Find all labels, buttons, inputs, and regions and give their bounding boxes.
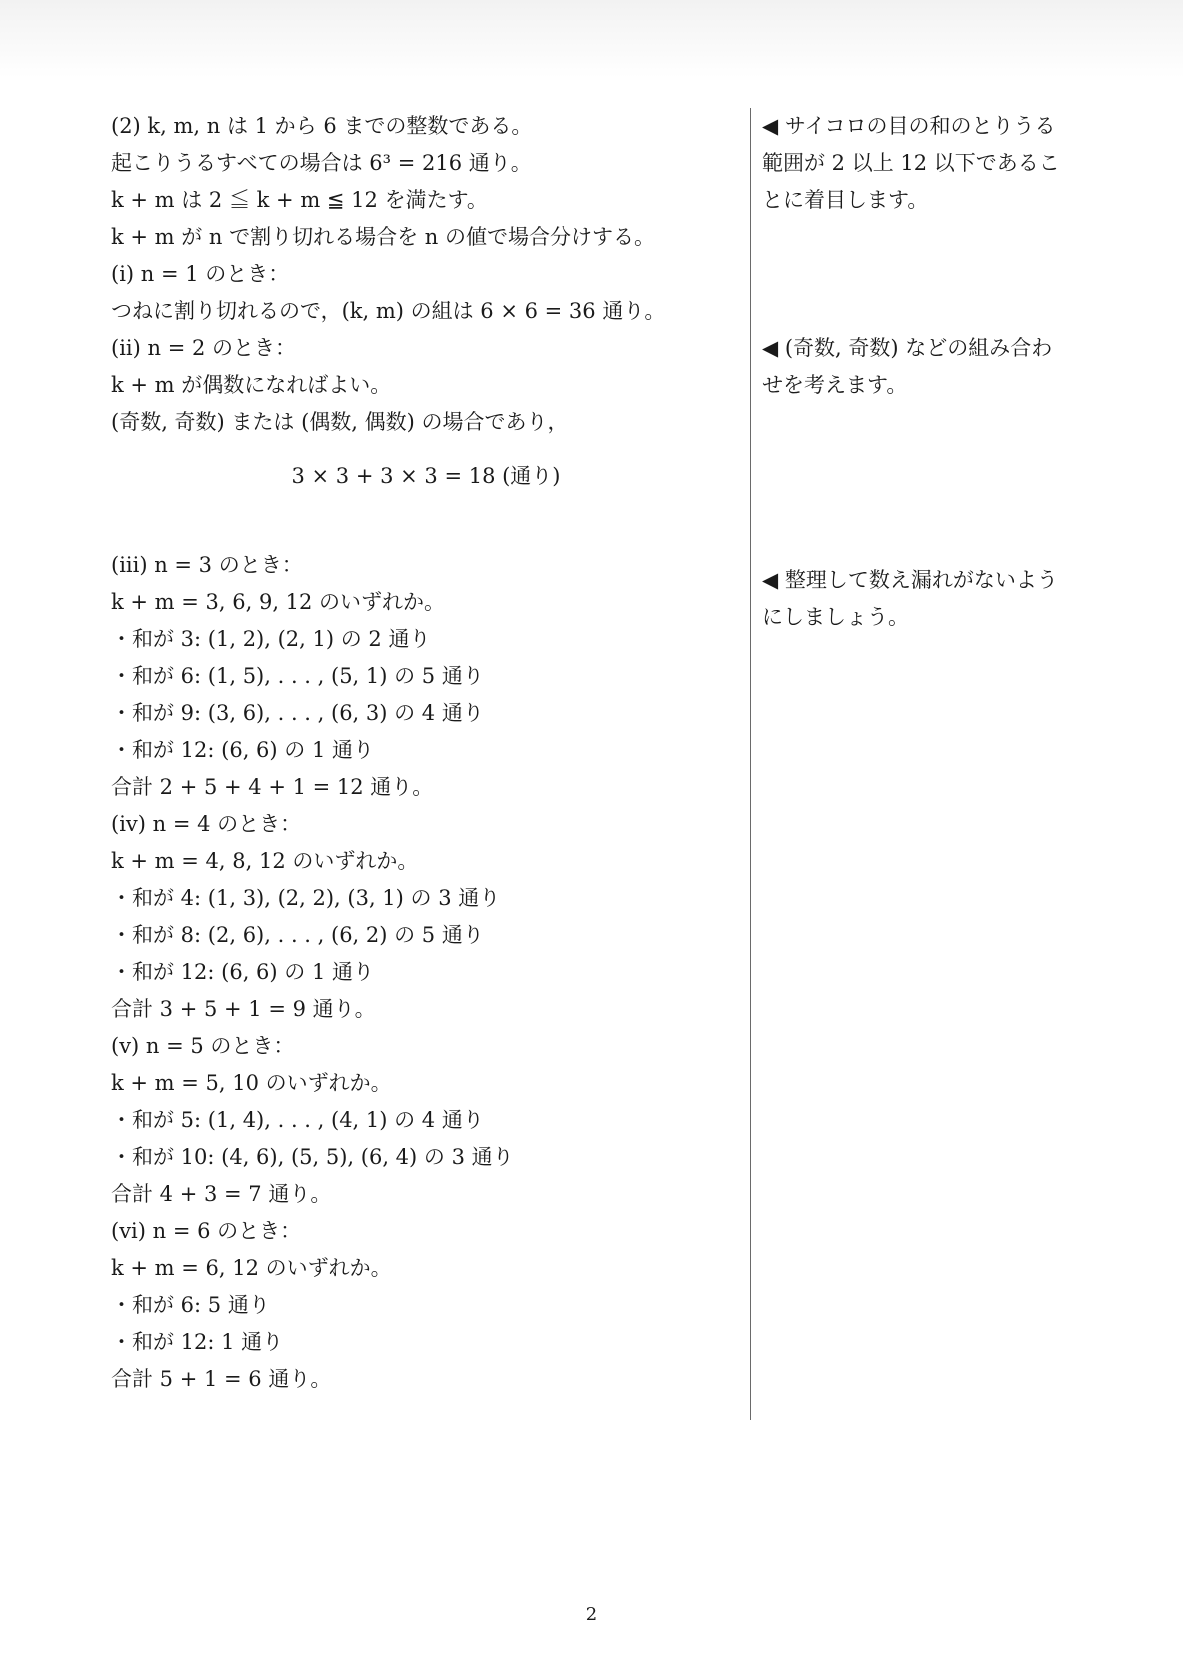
side-note-line: ◀ サイコロの目の和のとりうる [762,114,1056,138]
text-line: k + m = 3, 6, 9, 12 のいずれか。 [111,590,446,614]
side-note-line: せを考えます。 [762,373,908,397]
list-item: ・和が 9: (3, 6), . . . , (6, 3) の 4 通り [111,701,484,725]
total-line: 合計 2 + 5 + 4 + 1 = 12 通り。 [111,775,434,799]
list-item: ・和が 3: (1, 2), (2, 1) の 2 通り [111,627,431,651]
text-line: k + m が n で割り切れる場合を n の値で場合分けする。 [111,225,656,249]
total-line: 合計 3 + 5 + 1 = 9 通り。 [111,997,376,1021]
page-number: 2 [585,1604,598,1625]
page-top-shade [0,0,1183,78]
side-note-line: にしましょう。 [762,605,909,629]
side-note-line: ◀ (奇数, 奇数) などの組み合わ [762,336,1053,360]
margin-divider [750,108,751,1420]
text-line: k + m = 5, 10 のいずれか。 [111,1071,392,1095]
list-item: ・和が 5: (1, 4), . . . , (4, 1) の 4 通り [111,1108,484,1132]
side-note [762,330,1082,404]
list-item: ・和が 10: (4, 6), (5, 5), (6, 4) の 3 通り [111,1145,514,1169]
list-item: ・和が 6: (1, 5), . . . , (5, 1) の 5 通り [111,664,484,688]
text-line: つねに割り切れるので，(k, m) の組は 6 × 6 = 36 通り。 [111,299,666,323]
case-heading: (ii) n = 2 のとき： [111,336,297,360]
text-line: (奇数, 奇数) または (偶数, 偶数) の場合であり， [111,410,569,434]
text-line: k + m は 2 ≦ k + m ≦ 12 を満たす。 [111,188,488,212]
text-line: (2) k, m, n は 1 から 6 までの整数である。 [111,114,533,138]
list-item: ・和が 12: 1 通り [111,1330,284,1354]
case-heading: (vi) n = 6 のとき： [111,1219,302,1243]
text-line: 起こりうるすべての場合は 6³ = 216 通り。 [111,151,532,175]
list-item: ・和が 4: (1, 3), (2, 2), (3, 1) の 3 通り [111,886,501,910]
side-note [762,562,1082,636]
case-heading: (i) n = 1 のとき： [111,262,290,286]
list-item: ・和が 12: (6, 6) の 1 通り [111,960,374,984]
display-formula: 3 × 3 + 3 × 3 = 18 (通り) [291,464,561,488]
side-note-line: とに着目します。 [762,188,929,212]
case-heading: (iii) n = 3 のとき： [111,553,303,577]
list-item: ・和が 8: (2, 6), . . . , (6, 2) の 5 通り [111,923,484,947]
solution-body [111,108,741,1398]
text-line: k + m = 6, 12 のいずれか。 [111,1256,392,1280]
side-note [762,108,1082,219]
case-heading: (v) n = 5 のとき： [111,1034,295,1058]
case-heading: (iv) n = 4 のとき： [111,812,302,836]
side-note-line: ◀ 整理して数え漏れがないよう [762,568,1058,592]
text-line: k + m = 4, 8, 12 のいずれか。 [111,849,419,873]
text-line: k + m が偶数になればよい。 [111,373,392,397]
side-note-line: 範囲が 2 以上 12 以下であるこ [762,151,1060,175]
total-line: 合計 5 + 1 = 6 通り。 [111,1367,332,1391]
list-item: ・和が 6: 5 通り [111,1293,270,1317]
list-item: ・和が 12: (6, 6) の 1 通り [111,738,374,762]
total-line: 合計 4 + 3 = 7 通り。 [111,1182,332,1206]
